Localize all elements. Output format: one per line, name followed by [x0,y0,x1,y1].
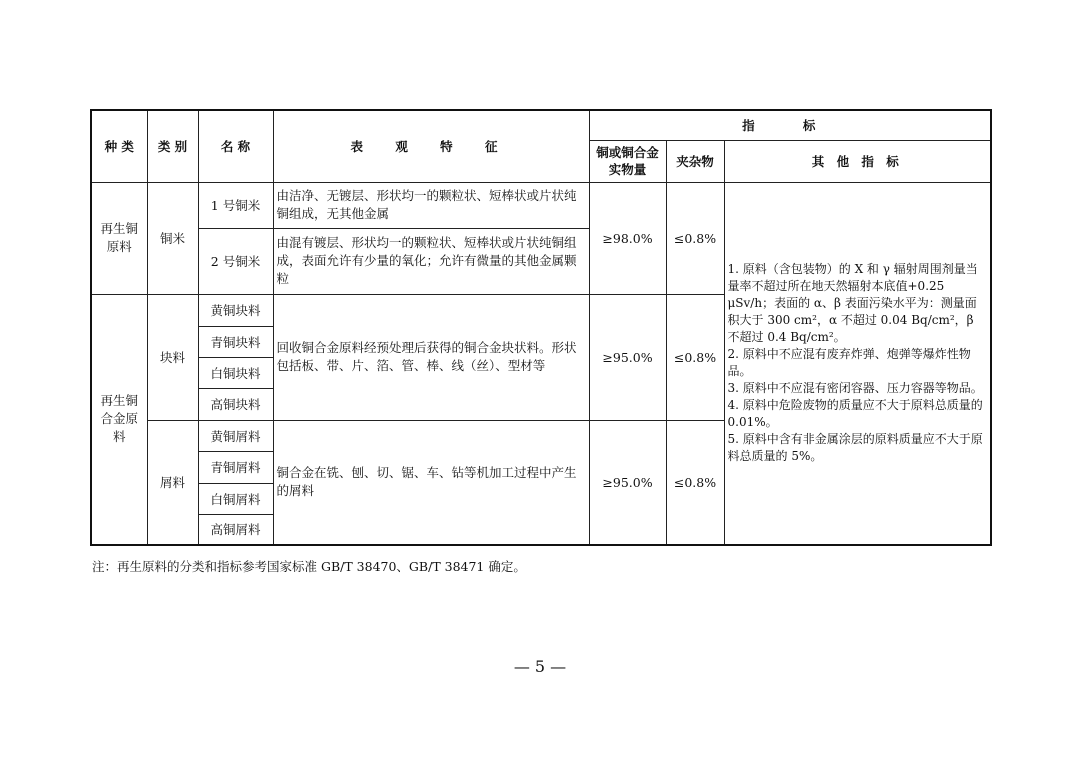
impurity-block: ≤0.8% [666,294,724,420]
desc-copper-granule-2: 由混有镀层、形状均一的颗粒状、短棒状或片状纯铜组成，表面允许有少量的氧化；允许有微量的其他金属颗粒 [273,228,589,294]
name-bronze-chips: 青铜屑料 [198,451,273,483]
desc-copper-granule-1: 由洁净、无镀层、形状均一的颗粒状、短棒状或片状纯铜组成，无其他金属 [273,182,589,228]
kind-recycled-copper-alloy: 再生铜合金原料 [91,294,147,545]
copper-content-block: ≥95.0% [589,294,666,420]
header-kind: 种 类 [91,110,147,182]
header-features: 表 观 特 征 [273,110,589,182]
header-indicators: 指 标 [589,110,991,140]
name-bronze-block: 青铜块料 [198,326,273,357]
impurity-chips: ≤0.8% [666,420,724,545]
copper-content-chips: ≥95.0% [589,420,666,545]
impurity-granule: ≤0.8% [666,182,724,294]
header-impurity: 夹杂物 [666,140,724,182]
category-block: 块料 [147,294,198,420]
name-copper-granule-1: 1 号铜米 [198,182,273,228]
category-chips: 屑料 [147,420,198,545]
name-cupronickel-chips: 白铜屑料 [198,483,273,514]
desc-block: 回收铜合金原料经预处理后获得的铜合金块状料。形状包括板、带、片、箔、管、棒、线（丝）、型材等 [273,294,589,420]
name-brass-block: 黄铜块料 [198,294,273,326]
page-number: — 5 — [513,657,567,676]
desc-chips: 铜合金在铣、刨、切、锯、车、钻等机加工过程中产生的屑料 [273,420,589,545]
header-copper-content: 铜或铜合金实物量 [589,140,666,182]
kind-recycled-copper: 再生铜原料 [91,182,147,294]
name-copper-granule-2: 2 号铜米 [198,228,273,294]
other-indicators [724,182,991,545]
copper-content-granule: ≥98.0% [589,182,666,294]
other-indicator-1: 1. 原料（含包装物）的 X 和 γ 辐射周围剂量当量率不超过所在地天然辐射本底值+0.25 μSv/h；表面的 α、β 表面污染水平为：测量面积大于 300 cm²，α 不超过 0.04 Bq/cm²，β 不超过 0.4 Bq/cm²。 [727,262,978,345]
table-note: 注：再生原料的分类和指标参考国家标准 GB/T 38470、GB/T 38471 确定。 [92,559,526,574]
spec-table [90,109,992,546]
category-copper-granule: 铜米 [147,182,198,294]
other-indicator-5: 5. 原料中含有非金属涂层的原料质量应不大于原料总质量的 5%。 [727,432,983,464]
header-name: 名 称 [198,110,273,182]
other-indicator-3: 3. 原料中不应混有密闭容器、压力容器等物品。 [727,381,983,396]
name-high-copper-block: 高铜块料 [198,388,273,420]
other-indicator-4: 4. 原料中危险废物的质量应不大于原料总质量的 0.01%。 [727,398,983,430]
header-other: 其 他 指 标 [724,140,991,182]
header-category: 类 别 [147,110,198,182]
name-cupronickel-block: 白铜块料 [198,357,273,388]
name-brass-chips: 黄铜屑料 [198,420,273,451]
name-high-copper-chips: 高铜屑料 [198,514,273,545]
other-indicator-2: 2. 原料中不应混有废弃炸弹、炮弹等爆炸性物品。 [727,347,971,379]
